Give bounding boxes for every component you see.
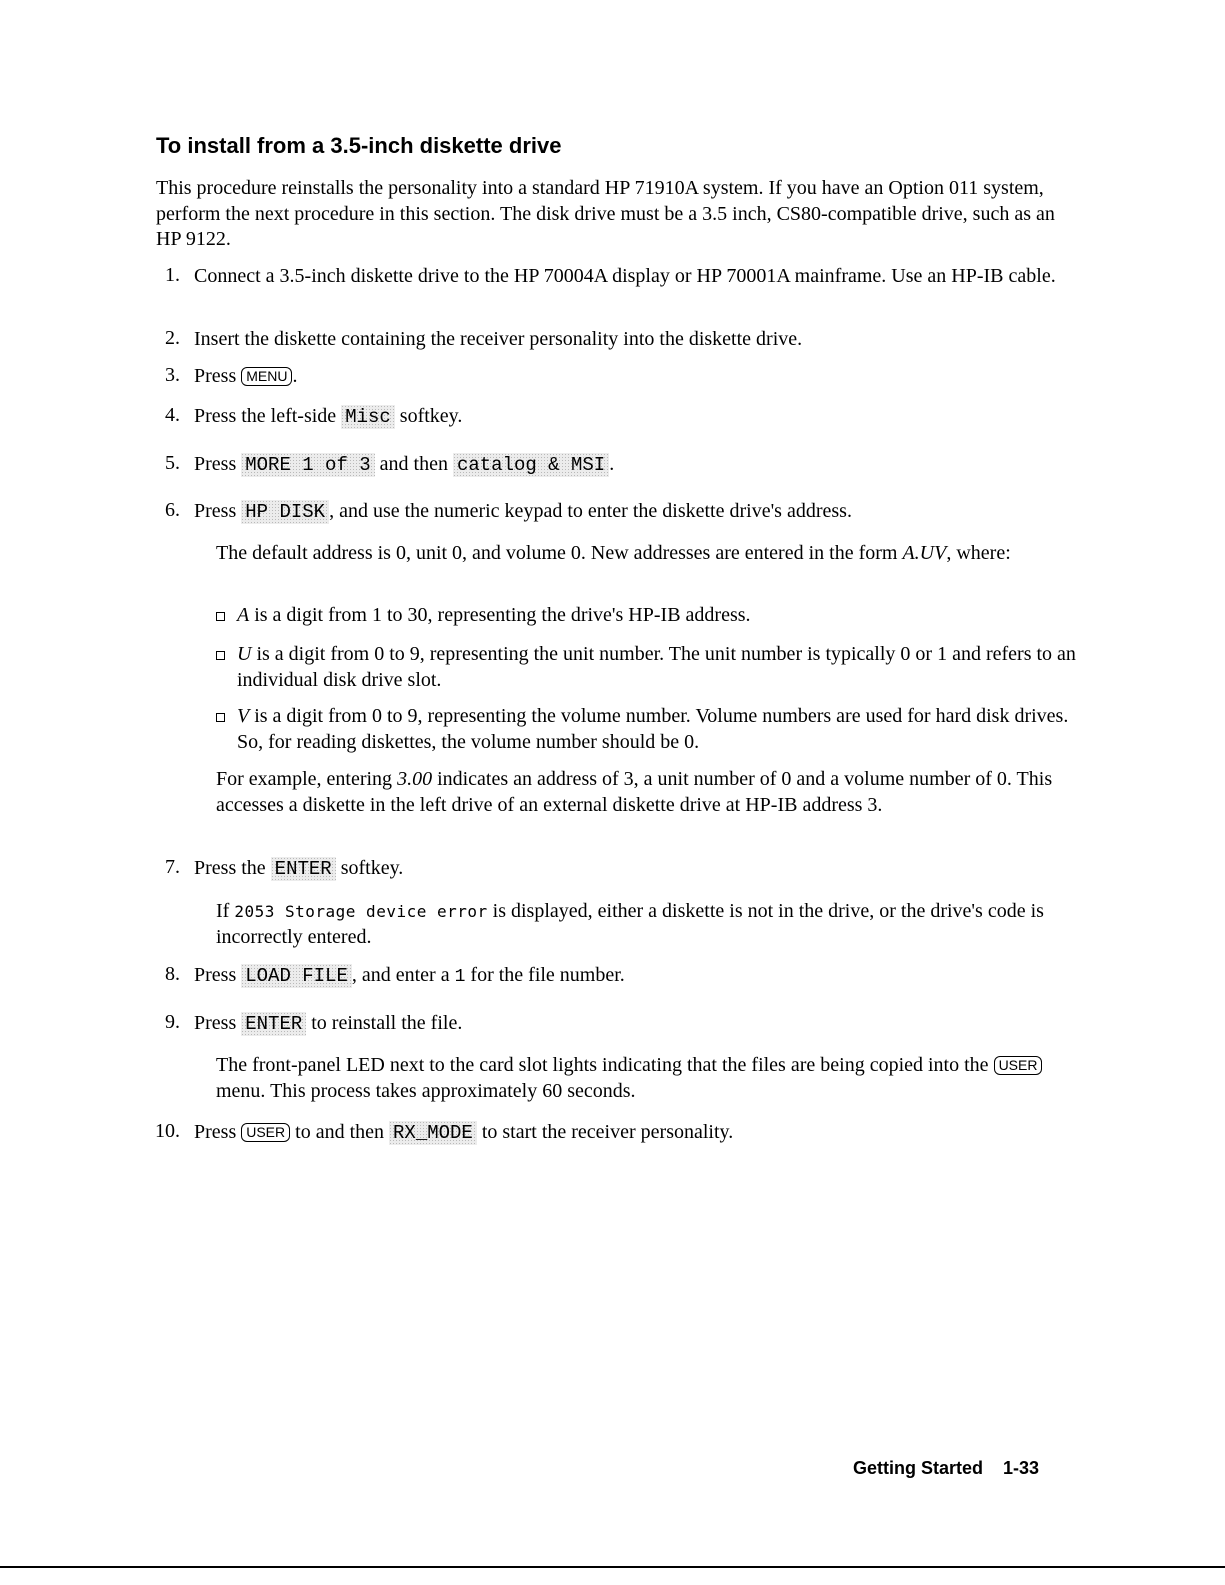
step-text: Press the ENTER softkey. [194, 857, 404, 880]
more-softkey: MORE 1 of 3 [241, 453, 374, 477]
menu-hardkey: MENU [241, 367, 292, 386]
bottom-rule [0, 1566, 1225, 1568]
bullet-u: U is a digit from 0 to 9, representing the unit number. The unit number is typically 0 or 1 and refers to an individual disk drive slot. [216, 642, 1076, 693]
enter-softkey: ENTER [271, 857, 336, 881]
bullet-box-icon [216, 651, 225, 660]
page-footer [853, 1458, 1039, 1479]
step-text: Press USER to and then RX_MODE to start the receiver personality. [194, 1121, 734, 1144]
catalog-msi-softkey: catalog & MSI [453, 453, 609, 477]
step-text: Press MENU . [194, 365, 298, 387]
step-number: 1. [165, 264, 180, 286]
section-heading: To install from a 3.5-inch diskette drive [156, 133, 562, 158]
step-number: 7. [165, 856, 180, 878]
address-format-paragraph: The default address is 0, unit 0, and volume 0. New addresses are entered in the form A.UV, where: [216, 542, 1011, 564]
step-text: Connect a 3.5-inch diskette drive to the HP 70004A display or HP 70001A mainframe. Use an HP-IB cable. [194, 265, 1056, 287]
step-number: 5. [165, 452, 180, 474]
bullet-v: V is a digit from 0 to 9, representing the volume number. Volume numbers are used for hard disk drives. So, for reading diskettes, the volume number should be 0. [216, 704, 1076, 755]
step-text: Press ENTER to reinstall the file. [194, 1012, 463, 1035]
step-text: Press HP DISK , and use the numeric keypad to enter the diskette drive's address. [194, 500, 852, 523]
error-message: 2053 Storage device error [234, 902, 488, 921]
step-text: Press the left-side Misc softkey. [194, 405, 463, 428]
step-number: 9. [165, 1011, 180, 1033]
misc-softkey: Misc [341, 405, 395, 429]
step-text: Insert the diskette containing the receiver personality into the diskette drive. [194, 328, 803, 350]
user-hardkey: USER [994, 1056, 1043, 1075]
step-number: 2. [165, 327, 180, 349]
footer-page-number: 1-33 [1003, 1458, 1040, 1478]
step-number: 6. [165, 499, 180, 521]
error-paragraph: If 2053 Storage device error is displayed, either a diskette is not in the drive, or the drive's code is incorrectly entered. [216, 900, 1044, 948]
load-file-softkey: LOAD FILE [241, 964, 352, 988]
bullet-a: A is a digit from 1 to 30, representing the drive's HP-IB address. [216, 603, 1076, 629]
step-number: 10. [155, 1120, 180, 1142]
bullet-box-icon [216, 713, 225, 722]
rx-mode-softkey: RX_MODE [389, 1121, 477, 1145]
file-number-value: 1 [454, 967, 466, 987]
intro-paragraph: This procedure reinstalls the personality into a standard HP 71910A system. If you have an Option 011 system, perform the next procedure in this section. The disk drive must be a 3.5 inch, CS80-compatible drive, such as an HP 9122. [156, 177, 1055, 250]
step-text: Press LOAD FILE , and enter a 1 for the file number. [194, 964, 625, 987]
example-paragraph: For example, entering 3.00 indicates an address of 3, a unit number of 0 and a volume number of 0. This accesses a diskette in the left drive of an external diskette drive at HP-IB address 3. [216, 768, 1053, 816]
step-text: Press MORE 1 of 3 and then catalog & MSI . [194, 453, 615, 476]
hp-disk-softkey: HP DISK [241, 500, 329, 524]
step-number: 4. [165, 404, 180, 426]
led-paragraph: The front-panel LED next to the card slot lights indicating that the files are being copied into the USER menu. This process takes approximately 60 seconds. [216, 1053, 1076, 1104]
user-hardkey: USER [241, 1123, 290, 1142]
enter-softkey: ENTER [241, 1012, 306, 1036]
footer-section-title: Getting Started [853, 1458, 984, 1478]
step-number: 8. [165, 963, 180, 985]
step-number: 3. [165, 364, 180, 386]
bullet-box-icon [216, 612, 225, 621]
